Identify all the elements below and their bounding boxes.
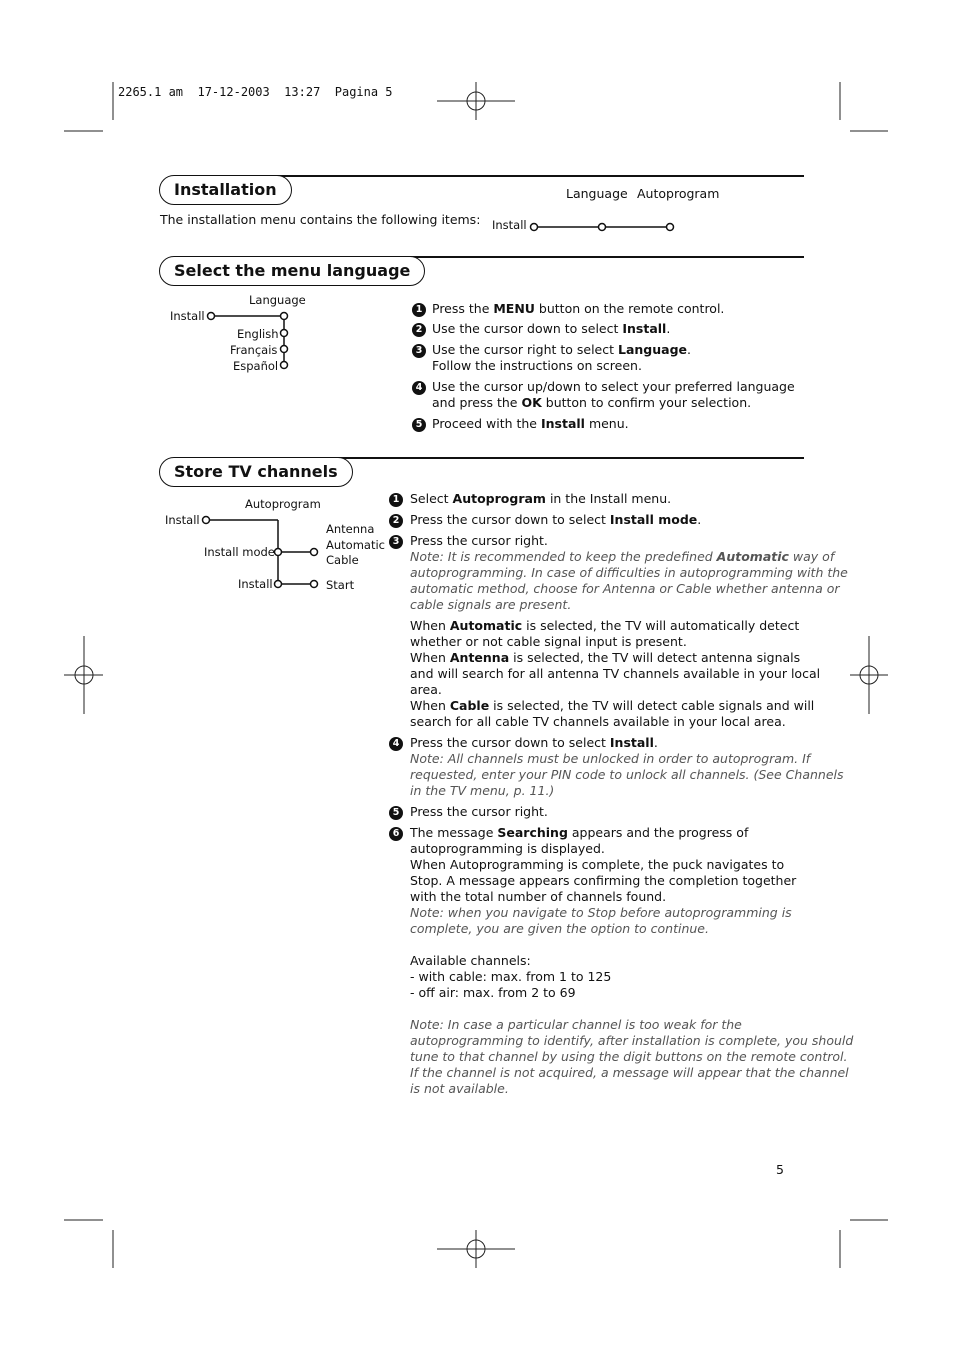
- diagram-label-language: Language: [249, 293, 306, 307]
- step-text: Select Autoprogram in the Install menu.: [410, 491, 672, 506]
- diagram-label-autoprogram: Autoprogram: [245, 497, 321, 511]
- step-text: Proceed with the Install menu.: [432, 416, 629, 431]
- diagram-label-install: Install: [165, 513, 200, 527]
- step-number: 3: [412, 344, 426, 358]
- diagram-option-automatic: Automatic: [326, 538, 385, 552]
- section-rule-installation: [270, 175, 804, 177]
- mode-explanation: When Automatic is selected, the TV will automatically detect whether or not cable signal input is present. When Antenna is selected, the TV will detect antenna signals and will search for all antenna TV channels available in your local area. When Cable is selected, the TV will detect cable signals and will search for all cable TV channels available in your local area.: [410, 618, 821, 729]
- step-text: The message Searching appears and the progress of autoprogramming is displayed. When Autoprogramming is complete, the puck navigates to Stop. A message appears confirming the completion together with the total number of channels found. Note: when you navigate to Stop before autoprogramming is complete, you are given the option to continue.: [410, 825, 797, 936]
- final-note: Note: In case a particular channel is too weak for the autoprogramming to identify, after installation is complete, you should tune to that channel by using the digit buttons on the remote control. If the channel is not acquired, a message will appear that the channel is not available.: [410, 1017, 854, 1096]
- diagram-option-espanol: Español: [233, 359, 279, 373]
- step-number: 5: [412, 418, 426, 432]
- diagram-option-cable: Cable: [326, 553, 359, 567]
- diagram-option-francais: Français: [230, 343, 278, 357]
- step-number: 1: [412, 303, 426, 317]
- step-number: 4: [389, 737, 403, 751]
- section-title-installation: Installation: [159, 175, 292, 205]
- step-number: 6: [389, 827, 403, 841]
- step-text: Use the cursor down to select Install.: [432, 321, 671, 336]
- step-text: Press the cursor down to select Install mode.: [410, 512, 702, 527]
- diagram-option-english: English: [237, 327, 279, 341]
- page-number: 5: [776, 1162, 784, 1177]
- installation-menu-diagram: [525, 218, 680, 236]
- step-text: Press the cursor right.: [410, 804, 548, 819]
- step-number: 5: [389, 806, 403, 820]
- step-text: Use the cursor right to select Language. Follow the instructions on screen.: [432, 342, 691, 373]
- available-channels: Available channels: - with cable: max. from 1 to 125 - off air: max. from 2 to 69: [410, 953, 612, 1000]
- installation-intro: The installation menu contains the following items:: [160, 212, 481, 227]
- section-rule-store-channels: [330, 457, 804, 459]
- diagram-label-install: Install: [170, 309, 205, 323]
- section-title-menu-language: Select the menu language: [159, 256, 425, 286]
- diagram-label-autoprogram: Autoprogram: [637, 186, 720, 201]
- diagram-option-antenna: Antenna: [326, 522, 375, 536]
- step-number: 2: [389, 514, 403, 528]
- diagram-label-install-mode: Install mode: [204, 545, 275, 559]
- diagram-option-start: Start: [326, 578, 355, 592]
- step-number: 3: [389, 535, 403, 549]
- step-number: 1: [389, 493, 403, 507]
- step-text: Press the cursor right. Note: It is recommended to keep the predefined Automatic way of autoprogramming. In case of difficulties in autoprogramming with the automatic method, choose for Antenna or Cable whether antenna or cable signals are present.: [410, 533, 848, 612]
- diagram-label-language: Language: [566, 186, 628, 201]
- diagram-label-install-2: Install: [238, 577, 273, 591]
- section-rule-menu-language: [390, 256, 804, 258]
- menu-language-diagram: [200, 305, 295, 375]
- step-text: Press the cursor down to select Install. Note: All channels must be unlocked in order to autoprogram. If requested, enter your PIN code to unlock all channels. (See Channels in the TV menu, p. 11.): [410, 735, 844, 798]
- step-text: Press the MENU button on the remote control.: [432, 301, 725, 316]
- step-number: 4: [412, 381, 426, 395]
- print-header-meta: 2265.1 am 17-12-2003 13:27 Pagina 5: [118, 85, 393, 99]
- store-channels-diagram: [195, 510, 325, 595]
- diagram-label-install: Install: [492, 218, 527, 232]
- step-number: 2: [412, 323, 426, 337]
- section-title-store-channels: Store TV channels: [159, 457, 353, 487]
- step-text: Use the cursor up/down to select your preferred language and press the OK button to confirm your selection.: [432, 379, 795, 410]
